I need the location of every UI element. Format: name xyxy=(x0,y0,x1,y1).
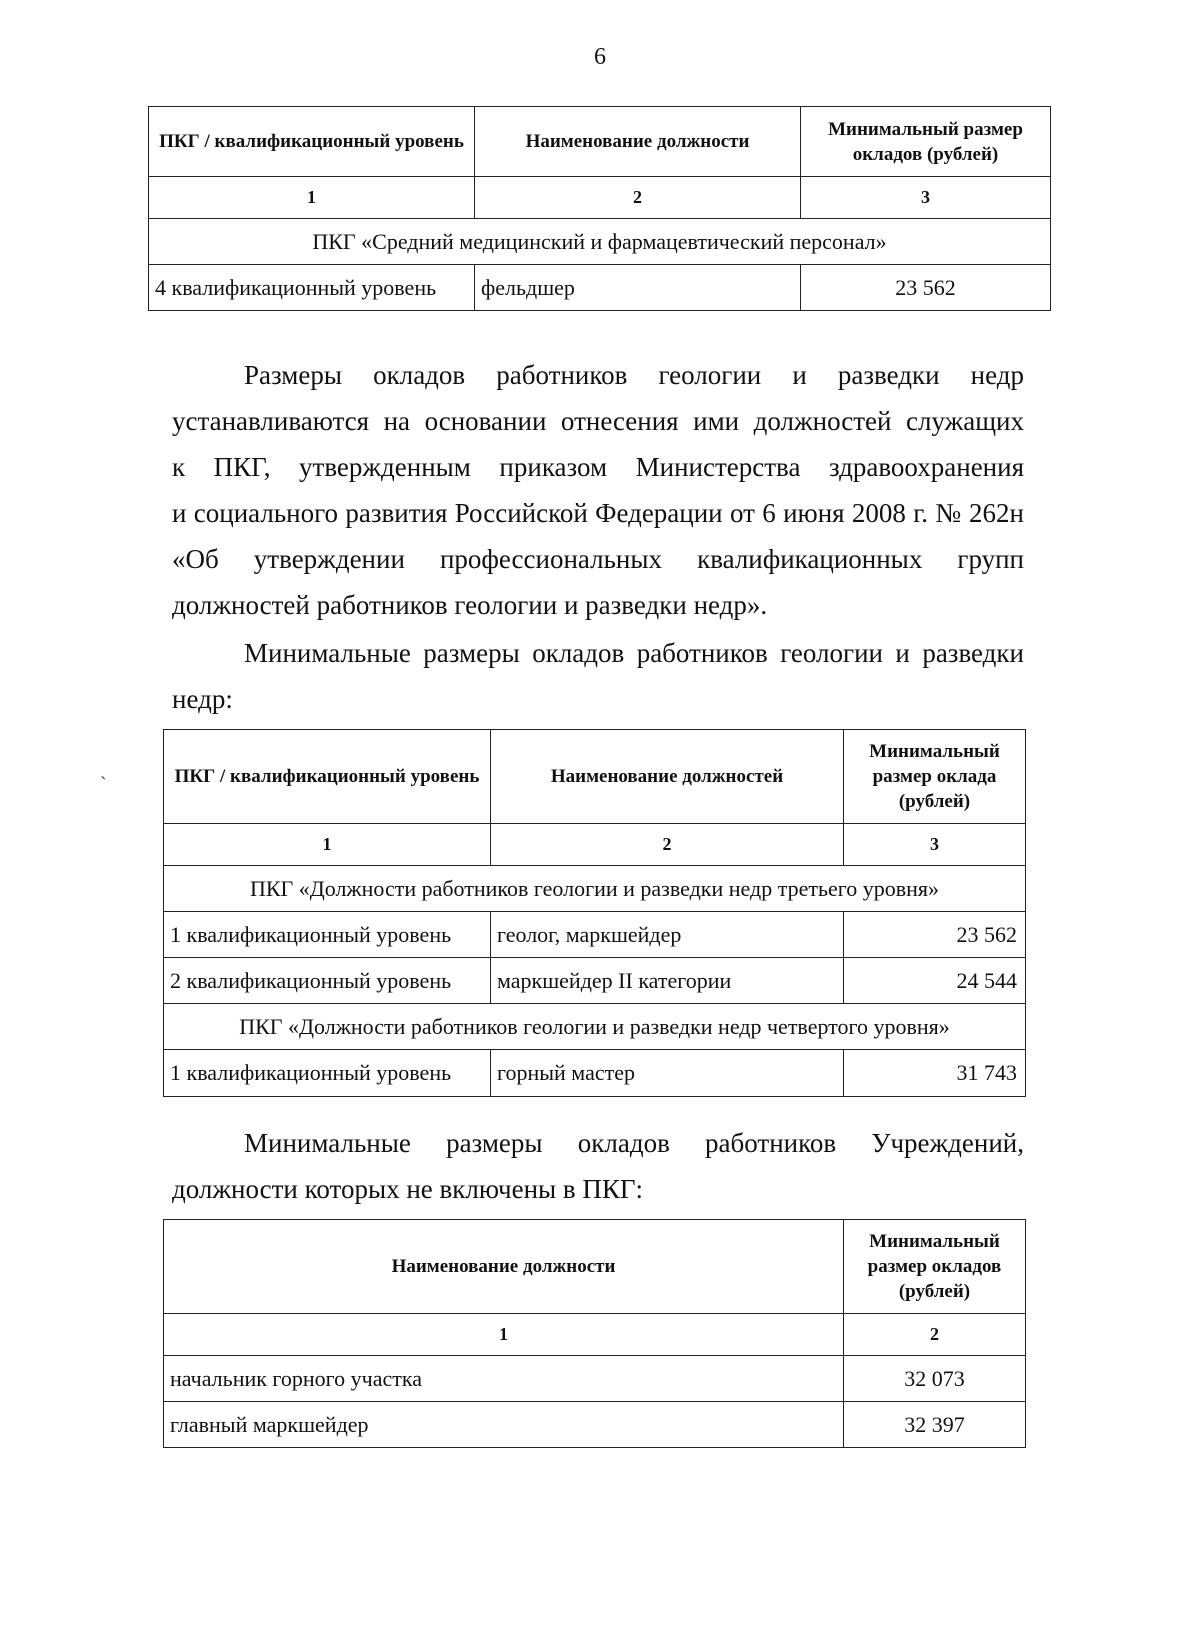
table-header: Наименование должности xyxy=(164,1220,844,1314)
table-row xyxy=(164,912,1026,958)
paragraph-institutions xyxy=(172,1120,1024,1212)
text-line: должностей работников геологии и разведки недр». xyxy=(172,590,768,620)
level-cell: 2 квалификационный уровень xyxy=(164,958,491,1004)
level-cell: 1 квалификационный уровень xyxy=(164,1050,491,1097)
column-number: 3 xyxy=(801,177,1051,219)
column-number: 1 xyxy=(164,824,491,866)
text-line: и социального развития Российской Федерации от 6 июня 2008 г. № 262н xyxy=(172,498,1024,528)
salary-cell: 23 562 xyxy=(844,912,1026,958)
text-line: должности которых не включены в ПКГ: xyxy=(172,1174,644,1204)
table-header: Минимальный размер окладов (рублей) xyxy=(801,107,1051,177)
paragraph-geology-basis xyxy=(172,352,1024,628)
page-number: 6 xyxy=(594,44,606,70)
column-number: 1 xyxy=(149,177,475,219)
position-cell: фельдшер xyxy=(475,265,801,311)
text-line: «Об утверждении профессиональных квалификационных групп xyxy=(172,544,1024,574)
column-number: 2 xyxy=(844,1314,1026,1356)
group-title: ПКГ «Должности работников геологии и разведки недр третьего уровня» xyxy=(164,866,1026,912)
column-number: 3 xyxy=(844,824,1026,866)
table-row xyxy=(164,1050,1026,1097)
column-number: 2 xyxy=(491,824,844,866)
level-cell: 4 квалификационный уровень xyxy=(149,265,475,311)
salary-cell: 32 073 xyxy=(844,1356,1026,1402)
salary-cell: 24 544 xyxy=(844,958,1026,1004)
salary-cell: 32 397 xyxy=(844,1402,1026,1448)
position-cell: главный маркшейдер xyxy=(164,1402,844,1448)
text-line: Размеры окладов работников геологии и разведки недр xyxy=(244,360,1024,390)
salary-cell: 31 743 xyxy=(844,1050,1026,1097)
group-title: ПКГ «Должности работников геологии и разведки недр четвертого уровня» xyxy=(164,1004,1026,1050)
table-header: ПКГ / квалификационный уровень xyxy=(164,730,491,824)
text-line: устанавливаются на основании отнесения ими должностей служащих xyxy=(172,406,1024,436)
table-row xyxy=(149,265,1051,311)
position-cell: горный мастер xyxy=(491,1050,844,1097)
table-header: Наименование должности xyxy=(475,107,801,177)
text-line: недр: xyxy=(172,684,233,714)
salary-cell: 23 562 xyxy=(801,265,1051,311)
column-number: 1 xyxy=(164,1314,844,1356)
table-other-positions xyxy=(163,1219,1026,1448)
table-row xyxy=(164,958,1026,1004)
position-cell: геолог, маркшейдер xyxy=(491,912,844,958)
text-line: к ПКГ, утвержденным приказом Министерства здравоохранения xyxy=(172,452,1024,482)
text-line: Минимальные размеры окладов работников Учреждений, xyxy=(244,1128,1024,1158)
table-medical-staff xyxy=(148,106,1051,311)
table-header: ПКГ / квалификационный уровень xyxy=(149,107,475,177)
column-number: 2 xyxy=(475,177,801,219)
table-row xyxy=(164,1356,1026,1402)
table-geology-staff xyxy=(163,729,1026,1097)
table-header: Минимальный размер окладов (рублей) xyxy=(844,1220,1026,1314)
position-cell: маркшейдер II категории xyxy=(491,958,844,1004)
paragraph-geology-min xyxy=(172,630,1024,722)
position-cell: начальник горного участка xyxy=(164,1356,844,1402)
group-title: ПКГ «Средний медицинский и фармацевтический персонал» xyxy=(149,219,1051,265)
text-line: Минимальные размеры окладов работников геологии и разведки xyxy=(244,638,1024,668)
level-cell: 1 квалификационный уровень xyxy=(164,912,491,958)
scan-mark: ˏ xyxy=(100,758,107,780)
table-header: Наименование должностей xyxy=(491,730,844,824)
table-row xyxy=(164,1402,1026,1448)
table-header: Минимальный размер оклада (рублей) xyxy=(844,730,1026,824)
